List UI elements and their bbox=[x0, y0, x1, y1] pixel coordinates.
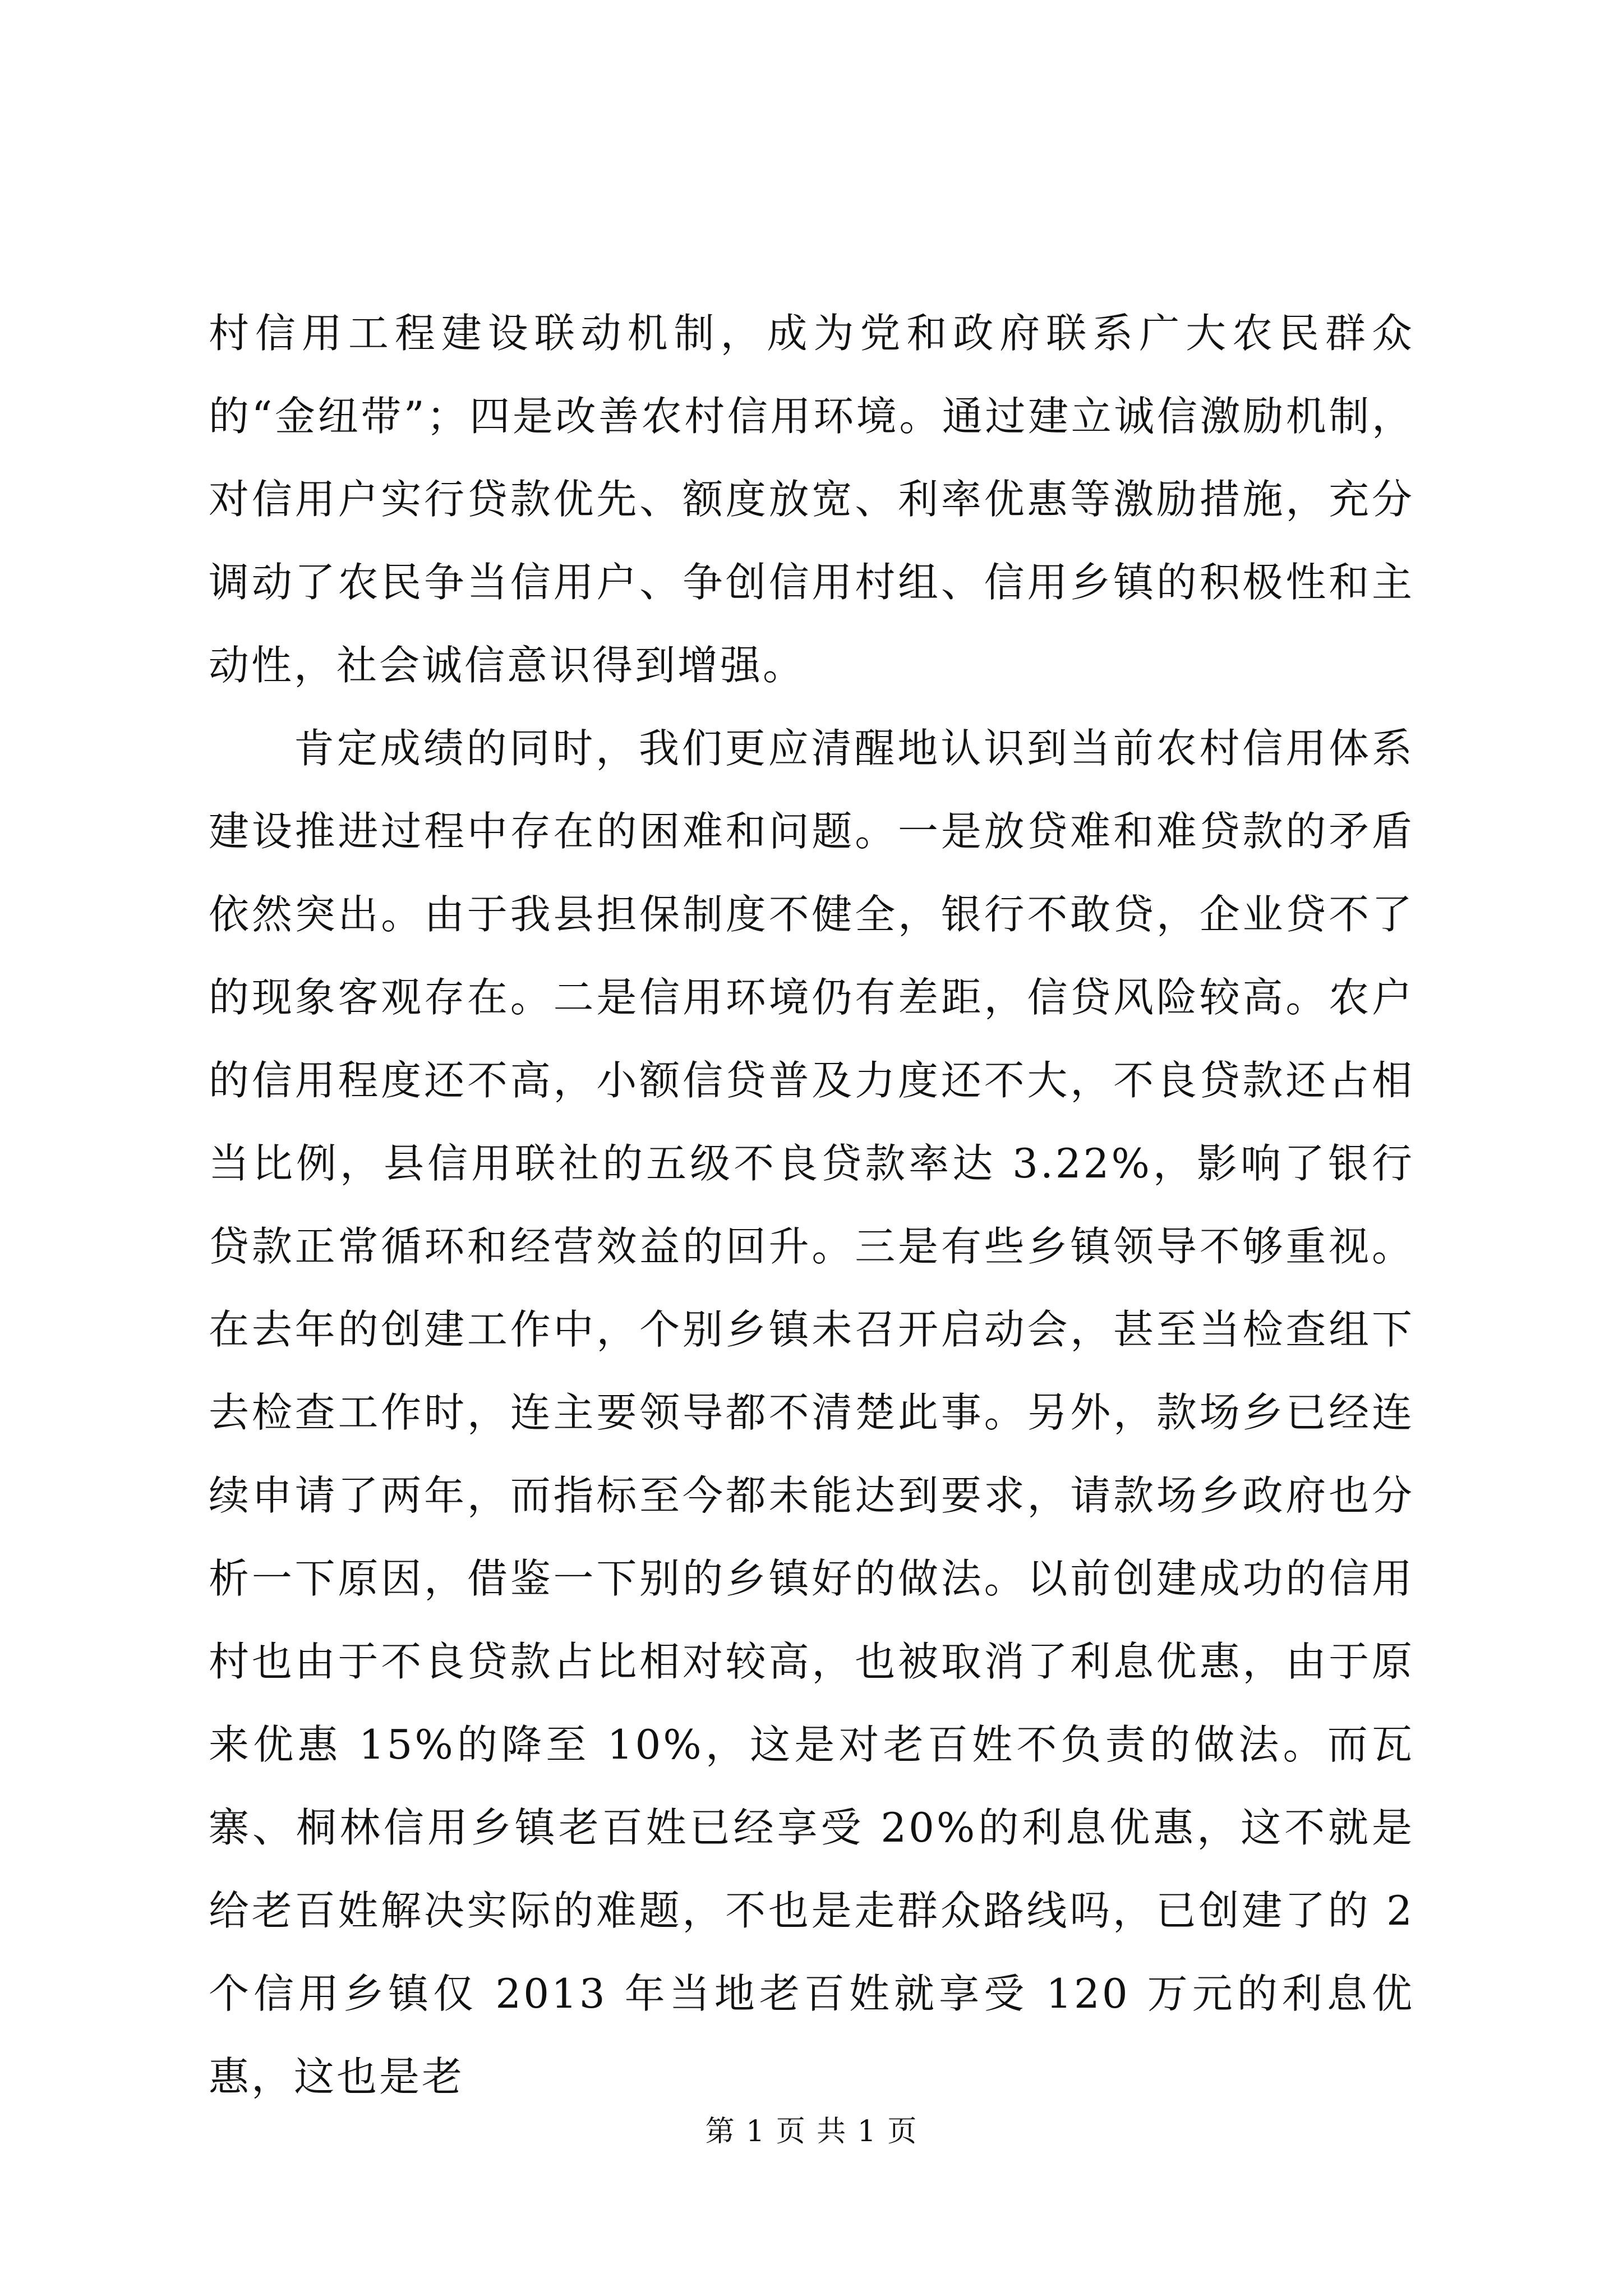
paragraph-difficulties: 肯定成绩的同时，我们更应清醒地认识到当前农村信用体系建设推进过程中存在的困难和问题。一是放贷难和难贷款的矛盾依然突出。由于我县担保制度不健全，银行不敢贷，企业贷不了的现象客观存在。二是信用环境仍有差距，信贷风险较高。农户的信用程度还不高，小额信贷普及力度还不大，不良贷款还占相当比例，县信用联社的五级不良贷款率达 3.22%，影响了银行贷款正常循环和经营效益的回升。三是有些乡镇领导不够重视。在去年的创建工作中，个别乡镇未召开启动会，甚至当检查组下去检查工作时，连主要领导都不清楚此事。另外，款场乡已经连续申请了两年，而指标至今都未能达到要求，请款场乡政府也分析一下原因，借鉴一下别的乡镇好的做法。以前创建成功的信用村也由于不良贷款占比相对较高，也被取消了利息优惠，由于原来优惠 15%的降至 10%，这是对老百姓不负责的做法。而瓦寨、桐林信用乡镇老百姓已经享受 20%的利息优惠，这不就是给老百姓解决实际的难题，不也是走群众路线吗，已创建了的 2 个信用乡镇仅 2013 年当地老百姓就享受 120 万元的利息优惠，这也是老 bbox=[209, 725, 1414, 2100]
page-footer: 第 1 页 共 1 页 bbox=[705, 2115, 918, 2148]
paragraph-continuation: 村信用工程建设联动机制，成为党和政府联系广大农民群众的“金纽带”；四是改善农村信用环境。通过建立诚信激励机制，对信用户实行贷款优先、额度放宽、利率优惠等激励措施，充分调动了农民争当信用户、争创信用村组、信用乡镇的积极性和主动性，社会诚信意识得到增强。 bbox=[209, 310, 1414, 689]
body-text bbox=[209, 292, 1414, 2118]
